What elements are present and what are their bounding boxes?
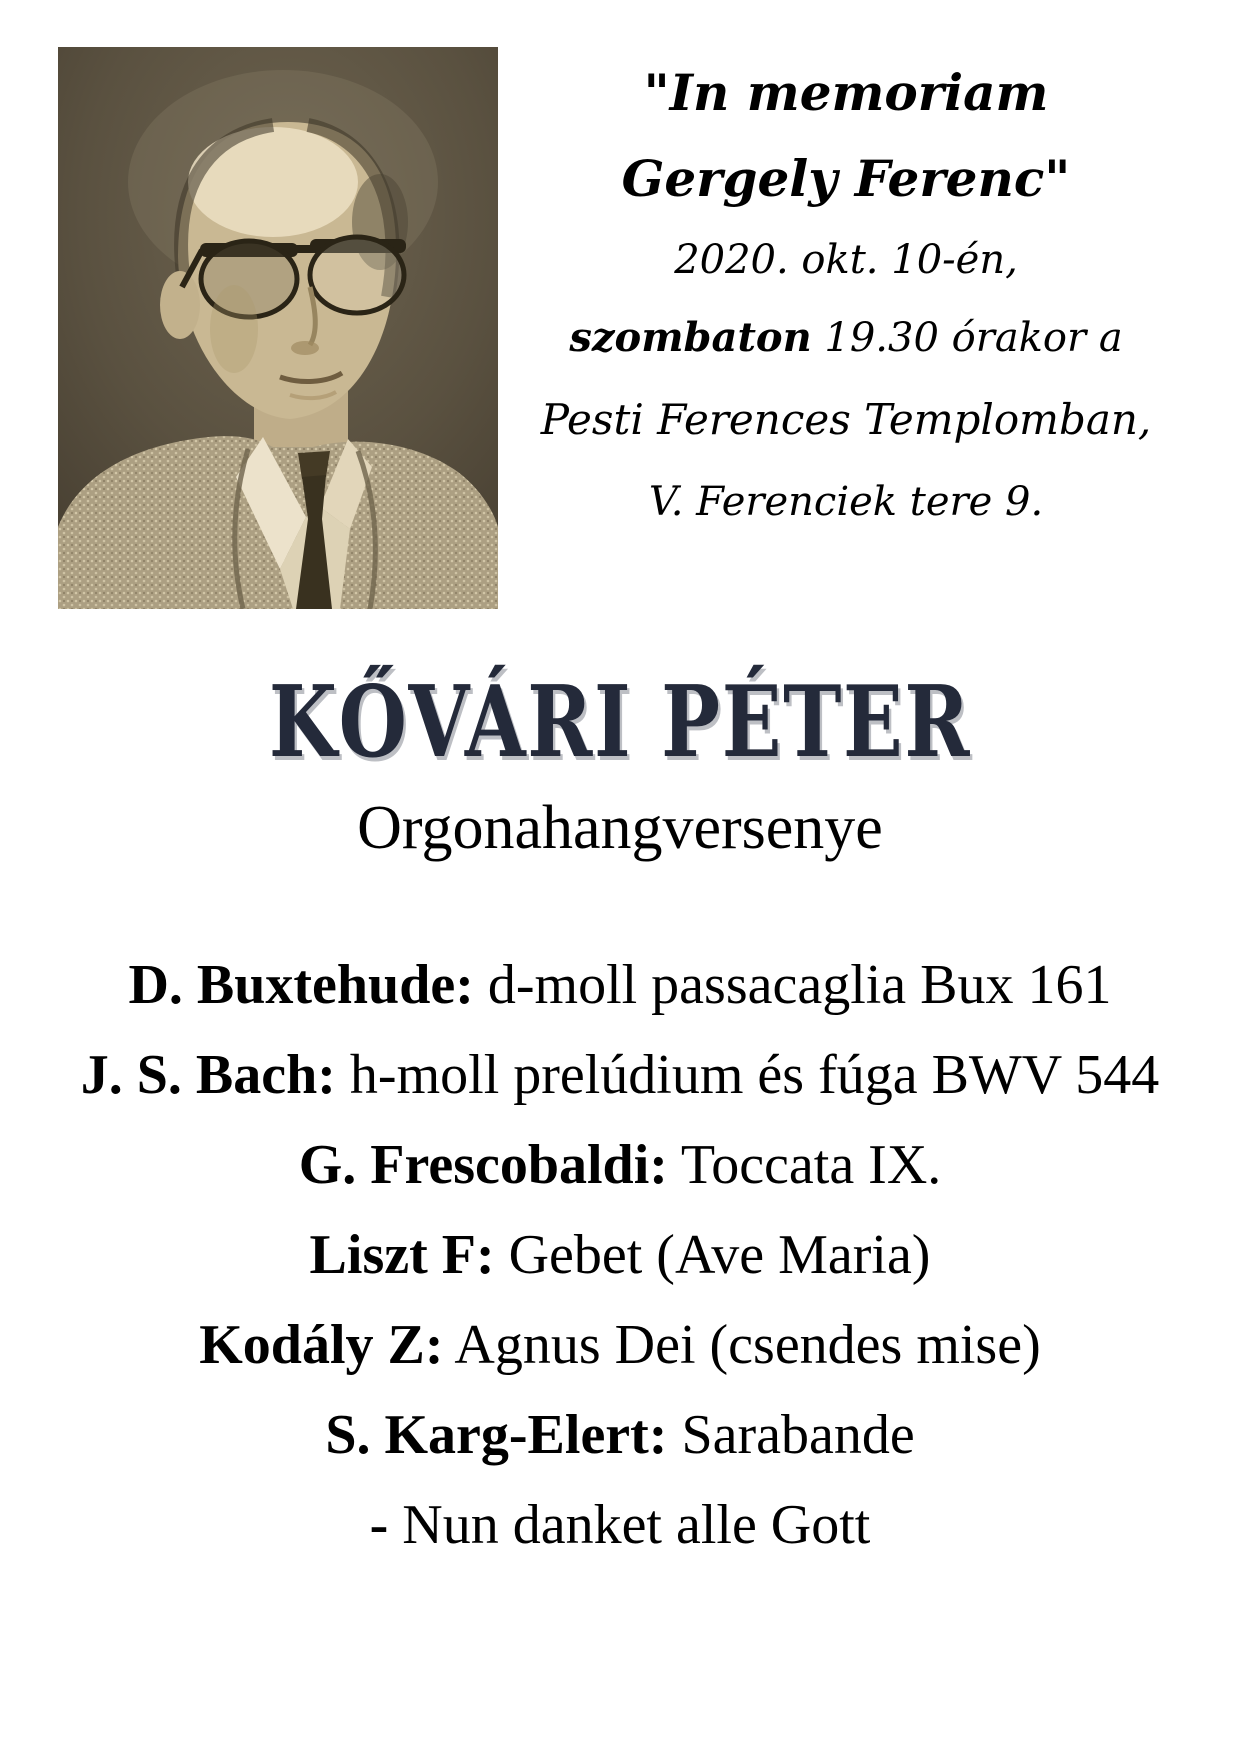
program-composer: Kodály Z:: [199, 1314, 444, 1376]
dedication-title-line-2: Gergely Ferenc": [621, 149, 1071, 208]
dedication-time-rest: 19.30 órakor a: [811, 315, 1123, 361]
program-item: [0, 1480, 1240, 1570]
portrait-photo-graphic: [58, 47, 498, 609]
program-piece: Toccata IX.: [667, 1134, 942, 1196]
dedication-title-line-1: "In memoriam: [643, 63, 1049, 122]
program-item: [0, 1390, 1240, 1480]
program-composer: -: [369, 1494, 389, 1556]
program-piece: h-moll prelúdium és fúga BWV 544: [335, 1044, 1160, 1106]
program-composer: J. S. Bach:: [80, 1044, 336, 1106]
program-item: [0, 1210, 1240, 1300]
dedication-address: V. Ferenciek tere 9.: [648, 479, 1044, 525]
program-item: [0, 940, 1240, 1030]
dedication-time: [500, 298, 1192, 378]
program-item: [0, 1030, 1240, 1120]
program-list: [0, 940, 1240, 1570]
dedication-date: 2020. okt. 10-én,: [674, 237, 1018, 283]
dedication-day: szombaton: [569, 314, 812, 361]
program-piece: Gebet (Ave Maria): [494, 1224, 931, 1286]
program-composer: S. Karg-Elert:: [325, 1404, 668, 1466]
portrait-photo: [58, 47, 498, 609]
cheek-shadow: [210, 285, 258, 373]
program-piece: Nun danket alle Gott: [388, 1494, 871, 1556]
program-composer: G. Frescobaldi:: [298, 1134, 668, 1196]
ear: [160, 271, 200, 339]
dedication-venue: Pesti Ferences Templomban,: [540, 395, 1152, 444]
program-item: [0, 1300, 1240, 1390]
nose-shadow: [291, 341, 319, 355]
program-piece: Agnus Dei (csendes mise): [443, 1314, 1041, 1376]
program-piece: Sarabande: [667, 1404, 915, 1466]
tie-knot: [298, 451, 330, 479]
program-composer: Liszt F:: [309, 1224, 495, 1286]
program-composer: D. Buxtehude:: [128, 954, 474, 1016]
performer-name: KŐVÁRI PÉTER: [268, 665, 972, 780]
program-item: [0, 1120, 1240, 1210]
dedication-block: [500, 50, 1192, 542]
program-piece: d-moll passacaglia Bux 161: [473, 954, 1112, 1016]
performer-subtitle: Orgonahangversenye: [357, 794, 883, 862]
